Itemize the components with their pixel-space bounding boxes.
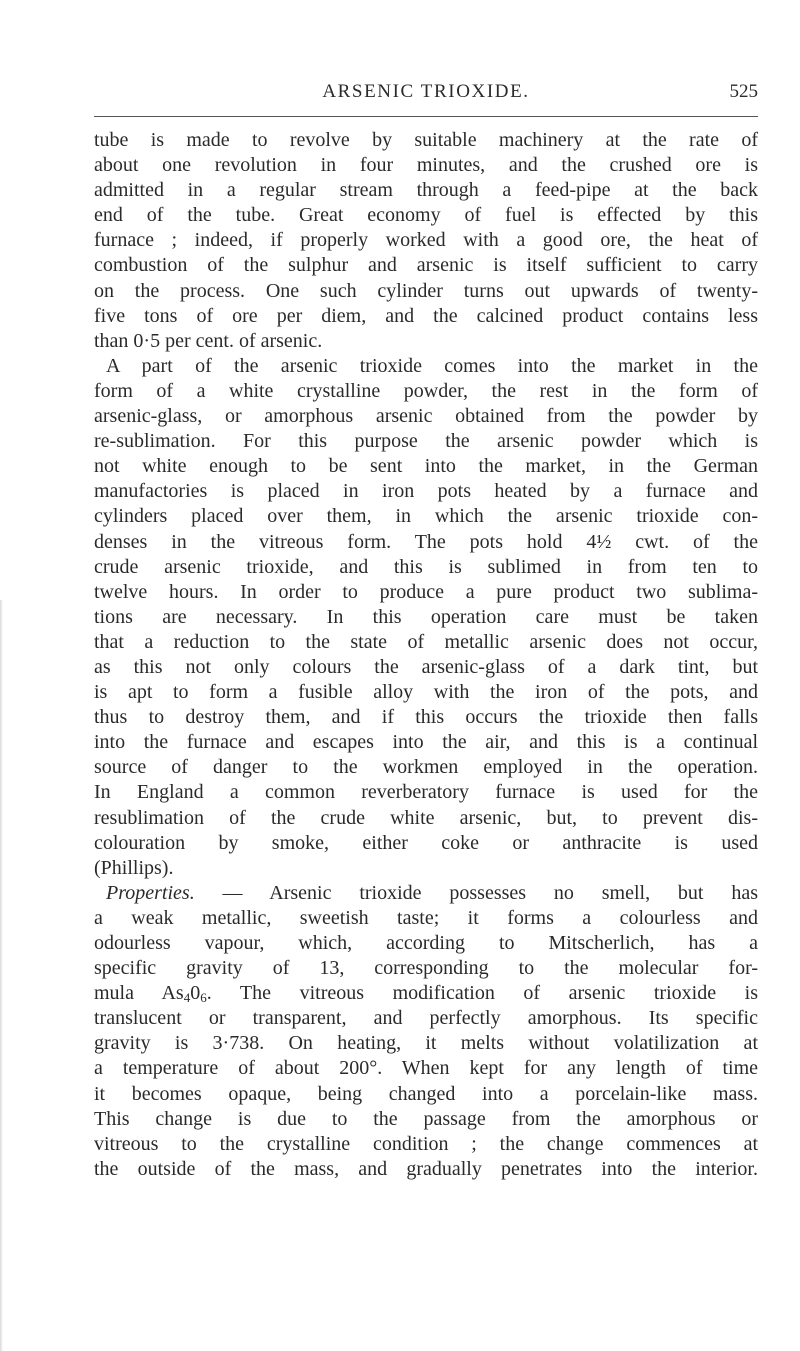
- body-text: [94, 128, 758, 1182]
- text-line: specific gravity of 13, corresponding to the molecular for-: [94, 957, 758, 980]
- text-line: tube is made to revolve by suitable machinery at the rate of: [94, 129, 758, 151]
- running-title: ARSENIC TRIOXIDE.: [322, 81, 530, 102]
- text-line: In England a common reverberatory furnace is used for the: [94, 781, 758, 804]
- text-line-formula: [94, 981, 758, 1006]
- text-line: that a reduction to the state of metallic arsenic does not occur,: [94, 630, 758, 653]
- text-line: translucent or transparent, and perfectly amorphous. Its specific: [94, 1007, 758, 1030]
- text-line: (Phillips).: [94, 856, 174, 879]
- text-line: A part of the arsenic trioxide comes into the market in the: [106, 354, 758, 377]
- text-line: into the furnace and escapes into the air, and this is a continual: [94, 731, 758, 754]
- text-line: This change is due to the passage from the amorphous or: [94, 1107, 758, 1130]
- text-line: a temperature of about 200°. When kept for any length of time: [94, 1057, 758, 1080]
- running-head: [94, 79, 758, 109]
- formula-oxygen: 0: [190, 982, 201, 1005]
- text-line-rest: — Arsenic trioxide possesses no smell, but has: [194, 881, 758, 904]
- text-line: a weak metallic, sweetish taste; it forms a colourless and: [94, 906, 758, 929]
- text-line: cylinders placed over them, in which the arsenic trioxide con-: [94, 505, 758, 528]
- section-heading-properties: Properties.: [106, 881, 195, 904]
- text-line: vitreous to the crystalline condition ; the change commences at: [94, 1132, 758, 1155]
- formula-subscript-o: 6: [200, 990, 207, 1006]
- text-line: is apt to form a fusible alloy with the iron of the pots, and: [94, 681, 758, 704]
- text-line: five tons of ore per diem, and the calcined product contains less: [94, 304, 758, 327]
- text-line: re-sublimation. For this purpose the arsenic powder which is: [94, 430, 758, 453]
- text-line: furnace ; indeed, if properly worked with a good ore, the heat of: [94, 229, 758, 252]
- paragraph-market: [94, 354, 758, 881]
- text-line: [94, 881, 758, 906]
- text-line: it becomes opaque, being changed into a porcelain-like mass.: [94, 1082, 758, 1105]
- page-number: 525: [729, 81, 758, 102]
- text-line: not white enough to be sent into the market, in the German: [94, 455, 758, 478]
- text-line: denses in the vitreous form. The pots hold 4½ cwt. of the: [94, 530, 758, 553]
- text-line: about one revolution in four minutes, and the crushed ore is: [94, 154, 758, 177]
- text-line: gravity is 3·738. On heating, it melts without volatilization at: [94, 1032, 758, 1055]
- text-line: tions are necessary. In this operation care must be taken: [94, 605, 758, 628]
- text-line: colouration by smoke, either coke or anthracite is used: [94, 831, 758, 854]
- formula-prefix: mula As: [94, 982, 184, 1005]
- formula-subscript-as: 4: [183, 990, 191, 1006]
- text-line: than 0·5 per cent. of arsenic.: [94, 329, 323, 352]
- text-line: arsenic-glass, or amorphous arsenic obtained from the powder by: [94, 405, 758, 428]
- text-line: on the process. One such cylinder turns out upwards of twenty-: [94, 279, 758, 302]
- text-line: the outside of the mass, and gradually penetrates into the interior.: [94, 1157, 758, 1180]
- text-line: thus to destroy them, and if this occurs the trioxide then falls: [94, 706, 758, 729]
- header-rule: [94, 116, 758, 117]
- text-line: as this not only colours the arsenic-glass of a dark tint, but: [94, 655, 758, 678]
- text-line: admitted in a regular stream through a feed-pipe at the back: [94, 179, 758, 202]
- text-line: crude arsenic trioxide, and this is sublimed in from ten to: [94, 555, 758, 578]
- text-line: manufactories is placed in iron pots heated by a furnace and: [94, 480, 758, 503]
- text-line: odourless vapour, which, according to Mitscherlich, has a: [94, 932, 758, 954]
- text-line: twelve hours. In order to produce a pure product two sublima-: [94, 580, 758, 603]
- text-line: resublimation of the crude white arsenic, but, to prevent dis-: [94, 806, 758, 829]
- text-line: end of the tube. Great economy of fuel is effected by this: [94, 204, 758, 227]
- text-line: combustion of the sulphur and arsenic is itself sufficient to carry: [94, 254, 758, 277]
- paragraph-properties: [94, 881, 758, 1182]
- formula-suffix: . The vitreous modification of arsenic trioxide is: [206, 982, 758, 1005]
- text-line: source of danger to the workmen employed in the operation.: [94, 756, 758, 779]
- paragraph-furnace: [94, 128, 758, 354]
- page-edge-shadow: [0, 600, 3, 1351]
- text-line: form of a white crystalline powder, the rest in the form of: [94, 379, 758, 402]
